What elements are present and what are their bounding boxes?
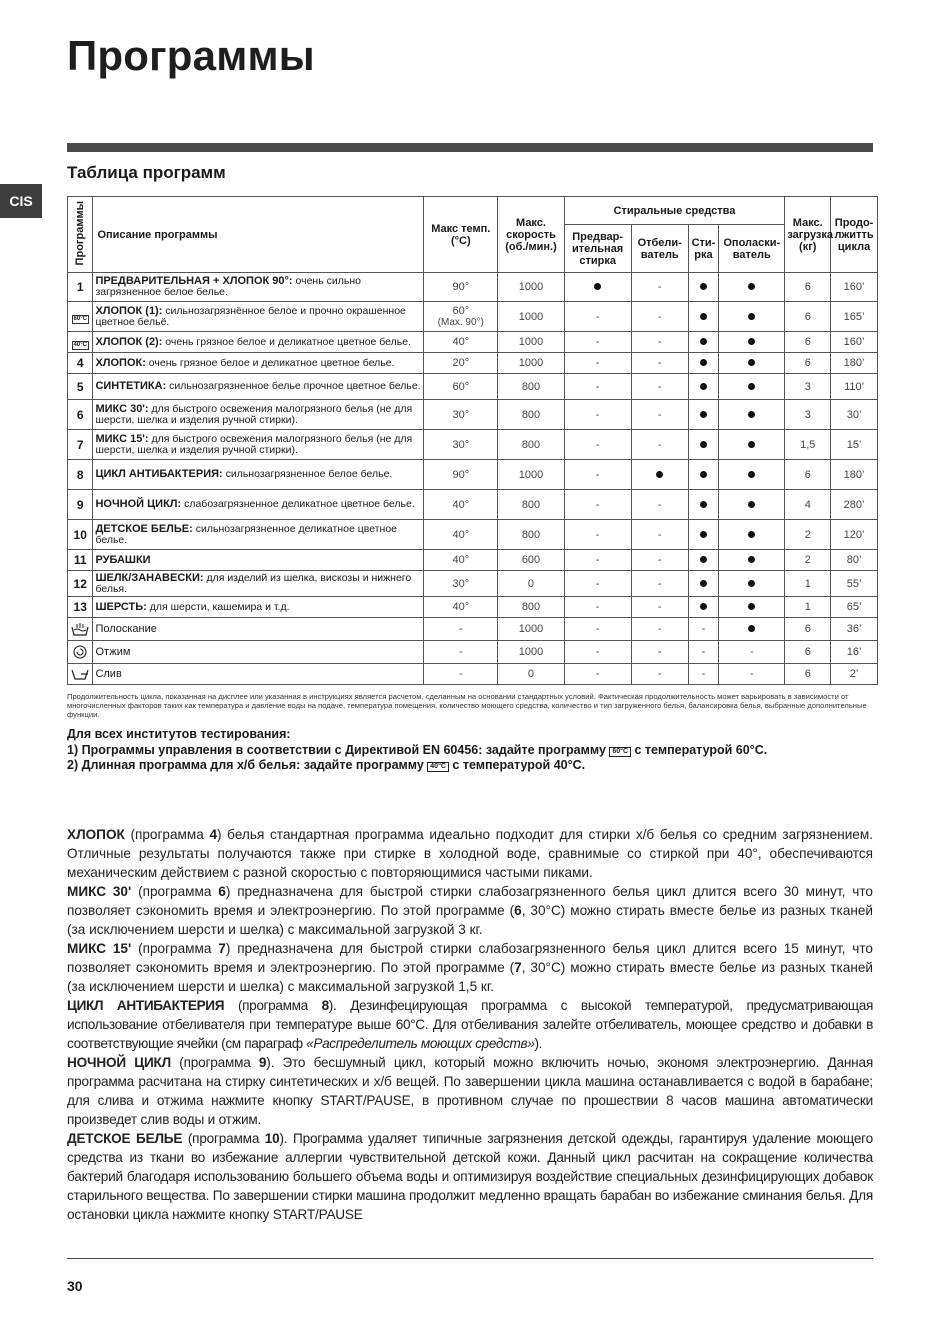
included-dot-icon xyxy=(700,338,707,345)
included-dot-icon xyxy=(748,603,755,610)
included-dot-icon xyxy=(700,359,707,366)
included-dot-icon xyxy=(700,383,707,390)
program-number: 6 xyxy=(68,400,93,430)
cycle-duration: 55’ xyxy=(831,571,878,597)
cycle-duration: 2’ xyxy=(831,664,878,685)
program-descriptions xyxy=(67,825,873,1224)
included-dot-icon xyxy=(700,411,707,418)
wash-cell xyxy=(688,430,719,460)
wash-cell xyxy=(688,571,719,597)
table-row xyxy=(68,430,878,460)
header-detergents: Стиральные средства xyxy=(564,197,785,225)
bleach-cell: - xyxy=(631,664,688,685)
table-row xyxy=(68,374,878,400)
cotton-temp-icon: 60°C xyxy=(68,302,93,332)
softener-cell xyxy=(719,520,785,550)
program-number: 13 xyxy=(68,597,93,618)
header-max-load: Макс. загрузка (кг) xyxy=(785,197,831,273)
program-description: ЦИКЛ АНТИБАКТЕРИЯ: сильнозагрязненное белое белье. xyxy=(93,460,424,490)
softener-cell: - xyxy=(719,664,785,685)
table-row xyxy=(68,520,878,550)
institutes-heading: Для всех институтов тестирования: xyxy=(67,727,291,741)
max-load: 6 xyxy=(785,641,831,664)
included-dot-icon xyxy=(748,338,755,345)
table-row xyxy=(68,332,878,353)
program-description: РУБАШКИ xyxy=(93,550,424,571)
duration-note: Продолжительность цикла, показанная на дисплее или указанная в инструкциях является расчетом, сделанным на основании стандартных условий. Фактическая продолжительность может варьировать в зависимости от многочисленных факторов таких как температура и давление воды на подаче, температура помещения, количество моющего средства, количество и тип загруженного белья, балансировка белья, выбранные дополнительные функции. xyxy=(67,692,867,719)
table-row xyxy=(68,571,878,597)
cycle-duration: 30’ xyxy=(831,400,878,430)
paragraph-cotton: ХЛОПОК (программа 4) белья стандартная программа идеально подходит для стирки х/б белья со средним загрязнением. Отличные результаты получаются также при стирке в холодной воде, сравнимые со стиркой при 40°, обеспечиваются механическим действием с разной скоростью с повторяющимися частыми пиками. xyxy=(67,827,873,880)
prewash-cell: - xyxy=(564,332,631,353)
wash-cell: - xyxy=(688,641,719,664)
bleach-cell: - xyxy=(631,273,688,302)
program-description: ХЛОПОК (1): сильнозагрязнённое белое и прочно окрашенное цветное бельё. xyxy=(93,302,424,332)
bleach-cell: - xyxy=(631,490,688,520)
max-temp: - xyxy=(424,664,498,685)
drain-icon xyxy=(68,664,93,685)
header-softener: Ополаски-ватель xyxy=(719,225,785,273)
max-speed: 800 xyxy=(498,490,564,520)
wash-cell xyxy=(688,597,719,618)
max-load: 2 xyxy=(785,520,831,550)
wash-cell xyxy=(688,520,719,550)
table-row xyxy=(68,460,878,490)
header-programs: Программы xyxy=(68,197,93,273)
max-load: 6 xyxy=(785,618,831,641)
prewash-cell: - xyxy=(564,571,631,597)
bleach-cell: - xyxy=(631,618,688,641)
bleach-cell: - xyxy=(631,302,688,332)
table-row xyxy=(68,641,878,664)
max-load: 3 xyxy=(785,400,831,430)
header-bleach: Отбели-ватель xyxy=(631,225,688,273)
wash-cell xyxy=(688,490,719,520)
max-temp: 30° xyxy=(424,400,498,430)
table-row xyxy=(68,273,878,302)
program-number: 10 xyxy=(68,520,93,550)
bleach-cell: - xyxy=(631,430,688,460)
cotton-temp-icon: 40°C xyxy=(68,332,93,353)
bleach-cell xyxy=(631,460,688,490)
included-dot-icon xyxy=(700,603,707,610)
paragraph-antibacterial: ЦИКЛ АНТИБАКТЕРИЯ (программа 8). Дезинфецирующая программа с высокой температурой, предусматривающая использование отбеливателя при температуре выше 60°C. Для отбеливания залейте отбеливатель, моющее средство и добавки в соответствующие ячейки (см параграф «Распределитель моющих средств»). xyxy=(67,998,873,1051)
included-dot-icon xyxy=(700,580,707,587)
header-max-temp: Макс темп. (°C) xyxy=(424,197,498,273)
institutes-line-2: 2) Длинная программа для х/б белья: задайте программу 40°C с температурой 40°C. xyxy=(67,758,586,772)
wash-cell xyxy=(688,460,719,490)
wash-cell xyxy=(688,273,719,302)
max-temp: 20° xyxy=(424,353,498,374)
included-dot-icon xyxy=(700,556,707,563)
program-description: Полоскание xyxy=(93,618,424,641)
softener-cell xyxy=(719,571,785,597)
softener-cell xyxy=(719,460,785,490)
header-max-speed: Макс. скорость (об./мин.) xyxy=(498,197,564,273)
cycle-duration: 160’ xyxy=(831,273,878,302)
institutes-line-1: 1) Программы управления в соответствии с Директивой EN 60456: задайте программу 60°C с температурой 60°C. xyxy=(67,742,768,757)
included-dot-icon xyxy=(748,441,755,448)
section-title: Таблица программ xyxy=(67,163,226,182)
wash-cell xyxy=(688,332,719,353)
max-speed: 1000 xyxy=(498,302,564,332)
bleach-cell: - xyxy=(631,571,688,597)
program-description: НОЧНОЙ ЦИКЛ: слабозагрязненное деликатное цветное белье. xyxy=(93,490,424,520)
max-temp: - xyxy=(424,618,498,641)
wash-cell: - xyxy=(688,618,719,641)
included-dot-icon xyxy=(748,383,755,390)
max-speed: 1000 xyxy=(498,332,564,353)
cycle-duration: 280’ xyxy=(831,490,878,520)
program-number: 12 xyxy=(68,571,93,597)
program-description: МИКС 15': для быстрого освежения малогрязного белья (не для шерсти, шелка и изделия ручной стирки). xyxy=(93,430,424,460)
bleach-cell: - xyxy=(631,332,688,353)
softener-cell xyxy=(719,400,785,430)
included-dot-icon xyxy=(700,501,707,508)
program-description: ХЛОПОК (2): очень грязное белое и деликатное цветное белье. xyxy=(93,332,424,353)
prewash-cell: - xyxy=(564,353,631,374)
cycle-duration: 165’ xyxy=(831,302,878,332)
bleach-cell: - xyxy=(631,550,688,571)
program-description: ШЕЛК/ЗАНАВЕСКИ: для изделий из шелка, вискозы и нижнего белья. xyxy=(93,571,424,597)
softener-cell xyxy=(719,374,785,400)
max-temp: 40° xyxy=(424,520,498,550)
max-speed: 1000 xyxy=(498,618,564,641)
prewash-cell: - xyxy=(564,597,631,618)
page-number: 30 xyxy=(67,1278,83,1294)
included-dot-icon xyxy=(594,283,601,290)
bleach-cell: - xyxy=(631,353,688,374)
program-number: 5 xyxy=(68,374,93,400)
prewash-cell: - xyxy=(564,664,631,685)
header-prewash: Предвар-ительная стирка xyxy=(564,225,631,273)
included-dot-icon xyxy=(748,471,755,478)
max-speed: 0 xyxy=(498,664,564,685)
max-load: 6 xyxy=(785,302,831,332)
table-row xyxy=(68,400,878,430)
max-speed: 1000 xyxy=(498,641,564,664)
max-load: 1 xyxy=(785,571,831,597)
included-dot-icon xyxy=(748,580,755,587)
prewash-cell: - xyxy=(564,490,631,520)
max-temp: 40° xyxy=(424,490,498,520)
max-speed: 800 xyxy=(498,400,564,430)
max-temp: 90° xyxy=(424,273,498,302)
program-description: МИКС 30': для быстрого освежения малогрязного белья (не для шерсти, шелка и изделия ручной стирки). xyxy=(93,400,424,430)
included-dot-icon xyxy=(748,531,755,538)
program-description: ХЛОПОК: очень грязное белое и деликатное цветное белье. xyxy=(93,353,424,374)
program-number: 11 xyxy=(68,550,93,571)
softener-cell xyxy=(719,302,785,332)
cycle-duration: 36’ xyxy=(831,618,878,641)
page-title: Программы xyxy=(67,32,315,79)
institutes-block xyxy=(67,727,878,774)
included-dot-icon xyxy=(748,283,755,290)
softener-cell xyxy=(719,273,785,302)
table-row xyxy=(68,490,878,520)
max-temp: - xyxy=(424,641,498,664)
max-speed: 800 xyxy=(498,520,564,550)
cycle-duration: 160’ xyxy=(831,332,878,353)
program-number: 4 xyxy=(68,353,93,374)
paragraph-baby: ДЕТСКОЕ БЕЛЬЕ (программа 10). Программа удаляет типичные загрязнения детской одежды, гарантируя удаление моющего средства из ткани во избежание аллергии чувствительной детской кожи. Данный цикл расчитан на сокращение количества бактерий благодаря использованию большего объема воды и оптимизируя воздействие специальных дезинфицирующих добавок старильного вещества. По завершении стирки машина продолжит медленно вращать барабан во избежание сминания белья. Для остановки цикла нажмите кнопку START/PAUSE xyxy=(67,1131,874,1222)
program-number: 9 xyxy=(68,490,93,520)
max-load: 6 xyxy=(785,664,831,685)
table-row xyxy=(68,597,878,618)
table-row xyxy=(68,353,878,374)
program-description: ШЕРСТЬ: для шерсти, кашемира и т.д. xyxy=(93,597,424,618)
included-dot-icon xyxy=(748,501,755,508)
softener-cell xyxy=(719,430,785,460)
wash-cell xyxy=(688,302,719,332)
program-description: Отжим xyxy=(93,641,424,664)
prewash-cell: - xyxy=(564,641,631,664)
cotton-60-icon: 60°C xyxy=(609,747,631,757)
bleach-cell: - xyxy=(631,597,688,618)
max-temp: 30° xyxy=(424,571,498,597)
table-row xyxy=(68,618,878,641)
header-wash: Сти-рка xyxy=(688,225,719,273)
paragraph-mix30: МИКС 30' (программа 6) предназначена для быстрой стирки слабозагрязненного белья цикл длится всего 30 минут, что позволяет сэкономить время и электроэнергию. По этой программе (6, 30°C) можно стирать вместе белье из разных тканей (за исключением шерсти и шелка) с максимальной загрузкой 3 кг. xyxy=(67,884,873,937)
prewash-cell: - xyxy=(564,520,631,550)
program-description: ПРЕДВАРИТЕЛЬНАЯ + ХЛОПОК 90°: очень сильно загрязненное белое белье. xyxy=(93,273,424,302)
header-duration: Продо-лжитть цикла xyxy=(831,197,878,273)
bleach-cell: - xyxy=(631,520,688,550)
prewash-cell: - xyxy=(564,374,631,400)
footer-divider xyxy=(67,1258,873,1259)
included-dot-icon xyxy=(700,313,707,320)
max-temp: 40° xyxy=(424,332,498,353)
max-speed: 800 xyxy=(498,430,564,460)
cycle-duration: 180’ xyxy=(831,460,878,490)
cycle-duration: 110’ xyxy=(831,374,878,400)
paragraph-mix15: МИКС 15' (программа 7) предназначена для быстрой стирки слабозагрязненного белья цикл длится всего 15 минут, что позволяет сэкономить время и электроэнергию. По этой программе (7, 30°C) можно стирать вместе белье из разных тканей (за исключением шерсти и шелка) с максимальной загрузкой 1,5 кг. xyxy=(67,941,873,994)
table-row xyxy=(68,550,878,571)
cycle-duration: 80’ xyxy=(831,550,878,571)
table-row xyxy=(68,664,878,685)
cycle-duration: 15’ xyxy=(831,430,878,460)
prewash-cell: - xyxy=(564,460,631,490)
max-temp: 60° (Max. 90°) xyxy=(424,302,498,332)
prewash-cell xyxy=(564,273,631,302)
included-dot-icon xyxy=(748,411,755,418)
cycle-duration: 180’ xyxy=(831,353,878,374)
bleach-cell: - xyxy=(631,641,688,664)
softener-cell xyxy=(719,332,785,353)
table-row xyxy=(68,302,878,332)
max-load: 3 xyxy=(785,374,831,400)
program-number: 7 xyxy=(68,430,93,460)
spin-icon xyxy=(68,641,93,664)
cycle-duration: 65’ xyxy=(831,597,878,618)
max-load: 6 xyxy=(785,273,831,302)
prewash-cell: - xyxy=(564,618,631,641)
wash-cell: - xyxy=(688,664,719,685)
max-load: 6 xyxy=(785,353,831,374)
bleach-cell: - xyxy=(631,400,688,430)
included-dot-icon xyxy=(656,471,663,478)
max-speed: 1000 xyxy=(498,353,564,374)
max-speed: 800 xyxy=(498,374,564,400)
included-dot-icon xyxy=(748,625,755,632)
program-description: СИНТЕТИКА: сильнозагрязненное белье прочное цветное белье. xyxy=(93,374,424,400)
max-temp: 30° xyxy=(424,430,498,460)
softener-cell xyxy=(719,490,785,520)
language-tab: CIS xyxy=(0,184,42,218)
softener-cell xyxy=(719,618,785,641)
max-load: 4 xyxy=(785,490,831,520)
included-dot-icon xyxy=(748,359,755,366)
max-speed: 600 xyxy=(498,550,564,571)
max-load: 2 xyxy=(785,550,831,571)
max-temp: 40° xyxy=(424,550,498,571)
softener-cell xyxy=(719,550,785,571)
included-dot-icon xyxy=(748,313,755,320)
title-divider xyxy=(67,143,873,152)
prewash-cell: - xyxy=(564,400,631,430)
wash-cell xyxy=(688,400,719,430)
programs-table xyxy=(67,196,878,685)
max-load: 6 xyxy=(785,332,831,353)
program-number: 1 xyxy=(68,273,93,302)
program-description: Слив xyxy=(93,664,424,685)
max-load: 6 xyxy=(785,460,831,490)
paragraph-night-cycle: НОЧНОЙ ЦИКЛ (программа 9). Это бесшумный цикл, который можно включить ночью, экономя электроэнергию. Данная программа расчитана на стирку синтетических и х/б вещей. По завершении цикла машина останавливается с водой в барабане; для слива и отжима нажмите кнопку START/PAUSE, в противном случае по прошествии 8 часов машина автоматически произведет слив воды и отжим. xyxy=(67,1055,873,1127)
included-dot-icon xyxy=(700,283,707,290)
wash-cell xyxy=(688,353,719,374)
prewash-cell: - xyxy=(564,430,631,460)
prewash-cell: - xyxy=(564,550,631,571)
wash-cell xyxy=(688,550,719,571)
max-speed: 800 xyxy=(498,597,564,618)
included-dot-icon xyxy=(700,471,707,478)
softener-cell: - xyxy=(719,641,785,664)
prewash-cell: - xyxy=(564,302,631,332)
max-temp: 40° xyxy=(424,597,498,618)
softener-cell xyxy=(719,597,785,618)
included-dot-icon xyxy=(700,531,707,538)
wash-cell xyxy=(688,374,719,400)
max-load: 1 xyxy=(785,597,831,618)
max-temp: 90° xyxy=(424,460,498,490)
program-number: 8 xyxy=(68,460,93,490)
rinse-icon xyxy=(68,618,93,641)
cycle-duration: 120’ xyxy=(831,520,878,550)
cotton-40-icon: 40°C xyxy=(427,762,449,772)
softener-cell xyxy=(719,353,785,374)
max-temp: 60° xyxy=(424,374,498,400)
max-speed: 0 xyxy=(498,571,564,597)
bleach-cell: - xyxy=(631,374,688,400)
header-description: Описание программы xyxy=(93,197,424,273)
max-speed: 1000 xyxy=(498,460,564,490)
included-dot-icon xyxy=(748,556,755,563)
program-description: ДЕТСКОЕ БЕЛЬЕ: сильнозагрязненное деликатное цветное белье. xyxy=(93,520,424,550)
included-dot-icon xyxy=(700,441,707,448)
max-load: 1,5 xyxy=(785,430,831,460)
cycle-duration: 16’ xyxy=(831,641,878,664)
max-speed: 1000 xyxy=(498,273,564,302)
